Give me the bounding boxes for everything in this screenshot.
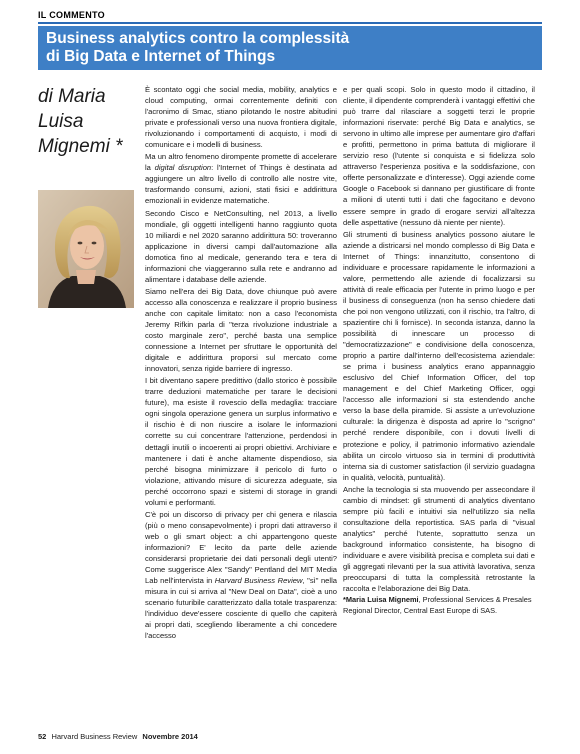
col1-paragraph-6 [145,509,337,642]
col2-paragraph-3: Anche la tecnologia si sta muovendo per assecondare il cambio di mindset: gli strumenti di analytics diventano sempre più facili e intuitivi sia nell'utilizzo sia nella consultazione della reportistica. SAS parla di "visual analytics" perché l'utente, soprattutto senza un background informatico consistente, ha bisogno di individuare e avere visibilità precisa e completa sui dati e gli aggregati rilevanti per la sua attività lavorativa, senza preoccuparsi di tutta la complessità retrostante la raccolta e l'elaborazione dei Big Data. [343,484,535,594]
col1-p2-start: Ma un altro fenomeno dirompente promette di accelerare la [145,152,337,173]
col1-paragraph-3: Secondo Cisco e NetConsulting, nel 2013, a livello mondiale, gli oggetti intelligenti hanno raggiunto quota 10 miliardi e nel 2020 saranno addirittura 50: troveranno applicazione in diversi campi dall'automazione alla domotica fino al medicale, generando tera e tera di informazioni che viaggeranno sulla rete e andranno ad alimentare i database delle aziende. [145,208,337,284]
col2-paragraph-1: e per quali scopi. Solo in questo modo il cittadino, il cliente, il dipendente comprenderà i vantaggi effettivi che può trarre dal rilasciare a soggetti terzi le proprie informazioni riservate: perché Big Data e analytics, se servono in ultimo alle imprese per aumentare giro d'affari e profitti, permettono in prima battuta di migliorare il servizio reso (l'utente si conquista e si fidelizza solo attraverso l'esperienza positiva e la soddisfazione, con offerte personalizzate e d'interesse). Oggi aziende come Google o Facebook si dannano per giustificare di fronte a milioni di utenti tutti i dati che fagocitano e devono essere sempre in grado di erogare servizi all'altezza delle aspettative (nessuno dà niente per niente). [343,85,535,227]
page-footer [38,732,198,741]
col1-paragraph-2 [145,151,337,206]
author-byline [38,84,134,159]
col2-paragraph-2: Gli strumenti di business analytics possono aiutare le aziende a districarsi nel mondo complesso di Big Data e Internet of Things: innanzitutto, consentono di individuare e processare rapidamente le informazioni a valore, permettendo alle aziende di focalizzarsi su attività di reale efficacia per l'utente in primo luogo e per il business di conseguenza (non ha senso chiedere dati che poi non vengono utilizzati, con il rischio, tra l'altro, di spazientire chi li fornisce). In seconda istanza, danno la possibilità di innescare un processo di "democratizzazione" e condivisione della conoscenza, proprio a partire dall'interno dell'ecosistema aziendale: se prima i business analytics erano appannaggio esclusivo del Chief Information Officer, del top management e del Chief Marketing Officer, oggi l'accesso alle informazioni si sta estendendo anche verso la base della piramide. Si assiste a un'evoluzione culturale: la dirigenza è disposta ad aprire lo "scrigno" perché rendere disponibile, con i dovuti livelli di protezione e policy, il patrimonio informativo aziendale abilita un circolo virtuoso sia in termini di produttività interna sia di customer satisfaction (il servizio guadagna in qualità, velocità, puntualità). [343,229,535,482]
col1-paragraph-5: I bit diventano sapere predittivo (dallo storico è possibile trarre deduzioni matematiche per tarare le decisioni future), ma esiste il rovescio della medaglia: tracciare ogni singola operazione genera un surplus informativo e il rischio è di non riuscire a isolare le informazioni corrette su cui concentrare l'attenzione, perdendosi in dettagli inutili o incoerenti ai propri obiettivi. Archiviare e mantenere i dati è anche altamente dispendioso, sia perché bisogna minimizzare il pericolo di furto o violazione, attivando misure di sicurezza adeguate, sia perché occorrono spazi e sistemi di storage in grandi volumi e performanti. [145,376,337,507]
title-line-1: Business analytics contro la complessità [46,30,350,47]
issue-date: Novembre 2014 [142,732,198,741]
author-footnote [343,594,535,616]
article-column-2 [343,84,535,616]
col1-p6-end: , "sì" nella misura in cui si arriva al "New Deal on Data", cioè a uno scenario futuribile caratterizzato dalla totale trasparenza: l'individuo deve'essere cosciente di quello che capiterà ai propri dati, scegliendo liberamente a chi concedere l'accesso [145,576,337,641]
footnote-author-name: *Maria Luisa Mignemi [343,595,419,605]
col1-p6-emphasis: Harvard Business Review [214,576,303,586]
col1-p2-end: : l'Internet of Things è destinata ad aggiungere un altro livello di controllo alle nostre vite, trasformando consumi, azioni, stati fisici e addirittura emozionali in evidenze matematiche. [145,163,337,206]
title-banner [38,26,542,70]
author-line-1: di Maria [38,86,106,107]
col1-p2-emphasis: digital disruption [154,163,212,173]
section-rule [38,22,542,24]
section-label: IL COMMENTO [38,10,105,20]
col1-p6-start: C'è poi un discorso di privacy per chi genera e rilascia (più o meno consapevolmente) i propri dati attraverso il web o gli smart object: a chi appartengono queste informazioni? E' lecito da parte delle aziende considerarsi proprietarie dei dati personali degli utenti? Come suggerisce Alex "Sandy" Pentland del MIT Media Lab nell'intervista in [145,509,337,586]
col1-paragraph-1: È scontato oggi che social media, mobility, analytics e cloud computing, ormai correntemente definiti con l'acronimo di Smac, stiano pilotando le nostre abitudini private e professionali verso una nuova frontiera digitale, rivoluzionando i comportamenti di acquisto, i modi di comunicare e i modelli di business. [145,85,337,150]
magazine-name: Harvard Business Review [51,732,138,741]
article-column-1 [145,84,337,641]
author-portrait-icon [38,190,134,308]
author-line-3: Mignemi * [38,136,123,157]
page-number: 52 [38,732,47,741]
author-photo [38,190,134,308]
col1-paragraph-4: Siamo nell'era dei Big Data, dove chiunque può avere accesso alla conoscenza e realizzare il proprio business anche con capitale limitato: non a caso l'economista Jeremy Rifkin parla di "terza rivoluzione industriale a costo marginale zero", perché basta una semplice connessione a Internet per sfruttare le opportunità del digitale e addirittura proporsi sul mercato come innovatori, senza rigide barriere di ingresso. [145,286,337,374]
author-line-2: Luisa [38,111,84,132]
footnote-author-role: , Professional Services & Presales Regional Director, Central East Europe di SAS. [343,595,532,616]
title-line-2: di Big Data e Internet of Things [46,48,276,65]
